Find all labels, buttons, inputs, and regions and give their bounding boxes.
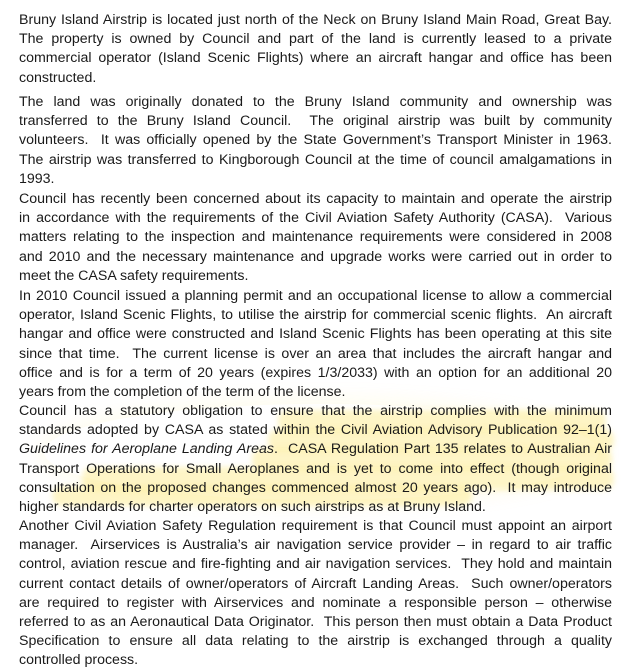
text-segment: commercial operator (Island Scenic Flights) where an aircraft hangar and office has been <box>19 50 612 67</box>
text-segment: 1993. <box>19 170 55 187</box>
text-segment: hangar and office were constructed and Island Scenic Flights has been operating at this site <box>19 326 612 343</box>
text-segment: volunteers. It was officially opened by the State Government’s Transport Minister in 1963. <box>19 132 612 149</box>
text-line <box>19 190 612 209</box>
text-line <box>19 345 612 364</box>
italic-title: Guidelines for Aeroplane Landing Areas <box>19 441 274 458</box>
text-line <box>19 151 612 170</box>
text-segment: The land was originally donated to the Bruny Island community and ownership was <box>19 94 612 110</box>
text-segment: transferred to the Bruny Island Council. The original airstrip was built by community <box>19 113 612 130</box>
text-segment: higher standards for charter operators on such airstrips as at Bruny Island. <box>19 498 486 515</box>
text-segment: consultation on the proposed changes commenced almost 20 years ago). It may introduce <box>19 479 612 496</box>
text-segment: Council has a statutory obligation to ensure that the airstrip complies with the minimum <box>19 403 612 419</box>
text-segment: Transport Operations for Small Aeroplanes and is yet to come into effect (though original <box>19 460 612 477</box>
text-line <box>19 287 612 306</box>
text-segment: operator, Island Scenic Flights, to utilise the airstrip for commercial scenic flights. An aircraft <box>19 307 612 324</box>
text-line <box>19 93 612 112</box>
text-line <box>19 402 612 421</box>
text-line <box>19 632 612 651</box>
text-segment: . CASA Regulation Part 135 relates to Australian Air <box>273 441 612 458</box>
text-line <box>19 651 612 669</box>
text-segment: are required to register with Airservices and nominate a responsible person – otherwise <box>19 594 612 611</box>
paragraph-location <box>19 11 612 88</box>
text-line <box>19 69 612 88</box>
text-line <box>19 613 612 632</box>
text-segment: Council has recently been concerned about its capacity to maintain and operate the airstrip <box>19 191 612 207</box>
paragraph-airport-manager <box>19 517 612 669</box>
text-line <box>19 170 612 189</box>
text-line <box>19 306 612 325</box>
text-segment: in accordance with the requirements of the Civil Aviation Safety Authority (CASA). Various <box>19 210 612 227</box>
text-segment: office and is for a term of 20 years (expires 1/3/2033) with an option for an additional 20 <box>19 364 612 381</box>
text-line <box>19 49 612 68</box>
text-line <box>19 460 612 479</box>
text-segment: years from the completion of the term of the license. <box>19 383 346 400</box>
text-segment: Bruny Island Airstrip is located just north of the Neck on Bruny Island Main Road, Great Bay. <box>19 12 612 28</box>
paragraph-statutory-obligation <box>19 402 612 517</box>
text-segment: current contact details of owner/operators of Aircraft Landing Areas. Such owner/operators <box>19 575 612 592</box>
text-line <box>19 421 612 440</box>
text-line <box>19 228 612 247</box>
text-line <box>19 30 612 49</box>
text-segment: Specification to ensure all data relating to the airstrip is exchanged through a quality <box>19 633 612 650</box>
text-line <box>19 248 612 267</box>
text-line <box>19 536 612 555</box>
text-line <box>19 440 612 459</box>
text-segment: constructed. <box>19 69 97 86</box>
text-segment: referred to as an Aeronautical Data Originator. This person then must obtain a Data Product <box>19 613 612 630</box>
text-segment: controlled process. <box>19 652 139 669</box>
text-line <box>19 383 612 402</box>
text-line <box>19 11 612 30</box>
text-segment: standards adopted by CASA as stated within the Civil Aviation Advisory Publication 92–1(1) <box>19 422 612 439</box>
text-line <box>19 479 612 498</box>
text-segment: meet the CASA safety requirements. <box>19 267 249 284</box>
text-line <box>19 325 612 344</box>
text-line <box>19 517 612 536</box>
text-line <box>19 498 612 517</box>
text-segment: since that time. The current license is over an area that includes the aircraft hangar and <box>19 345 612 362</box>
text-line <box>19 555 612 574</box>
paragraph-commercial-license <box>19 287 612 402</box>
text-segment: matters relating to the inspection and maintenance requirements were considered in 2008 <box>19 229 612 246</box>
paragraph-casa-concerns <box>19 190 612 286</box>
text-line <box>19 594 612 613</box>
text-line <box>19 209 612 228</box>
text-segment: The property is owned by Council and part of the land is currently leased to a private <box>19 31 612 48</box>
text-segment: Another Civil Aviation Safety Regulation requirement is that Council must appoint an airport <box>19 518 612 534</box>
text-segment: In 2010 Council issued a planning permit and an occupational license to allow a commercial <box>19 288 612 304</box>
text-segment: The airstrip was transferred to Kingborough Council at the time of council amalgamations in <box>19 151 612 168</box>
text-line <box>19 112 612 131</box>
text-line <box>19 131 612 150</box>
text-line <box>19 575 612 594</box>
text-line <box>19 267 612 286</box>
text-segment: control, aviation rescue and fire-fighting and air navigation services. They hold and maintain <box>19 556 612 573</box>
text-line <box>19 364 612 383</box>
text-segment: manager. Airservices is Australia’s air navigation service provider – in regard to air traffic <box>19 537 612 554</box>
paragraph-history <box>19 93 612 189</box>
text-segment: and 2010 and the necessary maintenance and upgrade works were carried out in order to <box>19 248 612 265</box>
